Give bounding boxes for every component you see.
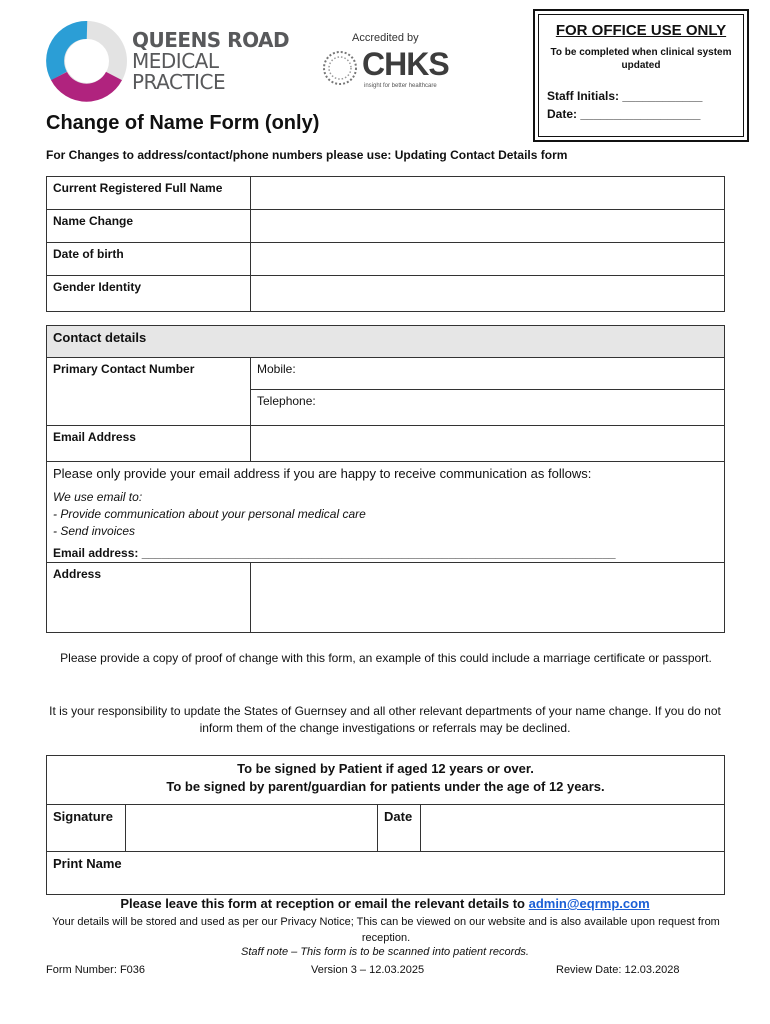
contact-details-header: Contact details [47,326,725,358]
form-title: Change of Name Form (only) [46,112,320,134]
signature-header-line1: To be signed by Patient if aged 12 years or over. [237,761,534,776]
email-consent-block [47,462,725,563]
gender-label: Gender Identity [47,276,251,312]
chks-tagline: insight for better healthcare [364,83,437,89]
mobile-input[interactable]: Mobile: [251,358,725,390]
form-subtitle: For Changes to address/contact/phone numbers please use: Updating Contact Details form [46,148,568,162]
proof-instruction: Please provide a copy of proof of change with this form, an example of this could include a marriage certificate or passport. [60,651,712,665]
accredited-label: Accredited by [352,32,419,44]
contact-details-table [46,325,725,633]
chks-ring-icon [320,48,360,88]
telephone-input[interactable]: Telephone: [251,390,725,426]
primary-contact-label: Primary Contact Number [47,358,251,426]
gender-input[interactable] [251,276,725,312]
personal-details-table [46,176,725,312]
office-box-title: FOR OFFICE USE ONLY [555,22,727,39]
staff-initials-field[interactable]: Staff Initials: ____________ [547,89,703,103]
chks-accreditation [318,32,453,94]
email-use-intro: We use email to: [53,490,143,504]
dob-input[interactable] [251,243,725,276]
practice-name-line3: PRACTICE [132,70,226,94]
print-name-field[interactable]: Print Name [47,852,725,895]
email-address-label: Email Address [47,426,251,462]
email-consent-text: Please only provide your email address if you are happy to receive communication as follows: [53,466,592,481]
office-box-subtitle: To be completed when clinical system updated [550,47,732,71]
dob-label: Date of birth [47,243,251,276]
consent-email-field[interactable]: Email address: _______________________________________________________________________ [53,546,616,560]
practice-name-line1: QUEENS ROAD [132,28,290,52]
privacy-notice: Your details will be stored and used as per our Privacy Notice; This can be viewed on our website and is also available upon request from reception. [52,916,720,944]
chks-brand: CHKS [362,46,449,82]
office-box-inner [538,14,744,137]
current-name-input[interactable] [251,177,725,210]
review-date: Review Date: 12.03.2028 [556,964,680,976]
office-date-field[interactable]: Date: __________________ [547,107,701,121]
staff-note: Staff note – This form is to be scanned into patient records. [241,946,529,958]
leave-form-notice [0,896,770,911]
practice-logo-icon [46,20,128,102]
responsibility-notice: It is your responsibility to update the States of Guernsey and all other relevant departments of your name change. If you do not inform them of the change investigations or referrals may be declined. [49,704,721,735]
current-name-label: Current Registered Full Name [47,177,251,210]
practice-name-line2: MEDICAL [132,49,219,73]
email-address-input[interactable] [251,426,725,462]
email-use-item-2: - Send invoices [53,524,136,538]
practice-name [132,30,289,93]
signature-table [46,755,725,895]
sign-date-label: Date [378,805,421,852]
office-use-box [533,9,749,142]
admin-email-link[interactable]: admin@eqrmp.com [528,896,650,911]
name-change-input[interactable] [251,210,725,243]
signature-header-line2: To be signed by parent/guardian for patients under the age of 12 years. [166,779,605,794]
signature-header [47,756,725,805]
form-number: Form Number: F036 [46,964,146,976]
leave-form-text: Please leave this form at reception or email the relevant details to [120,896,525,911]
name-change-label: Name Change [47,210,251,243]
signature-input[interactable] [126,805,378,852]
address-input[interactable] [251,563,725,633]
signature-label: Signature [47,805,126,852]
email-use-item-1: - Provide communication about your personal medical care [53,507,366,521]
address-label: Address [47,563,251,633]
sign-date-input[interactable] [421,805,725,852]
version-info: Version 3 – 12.03.2025 [311,964,425,976]
